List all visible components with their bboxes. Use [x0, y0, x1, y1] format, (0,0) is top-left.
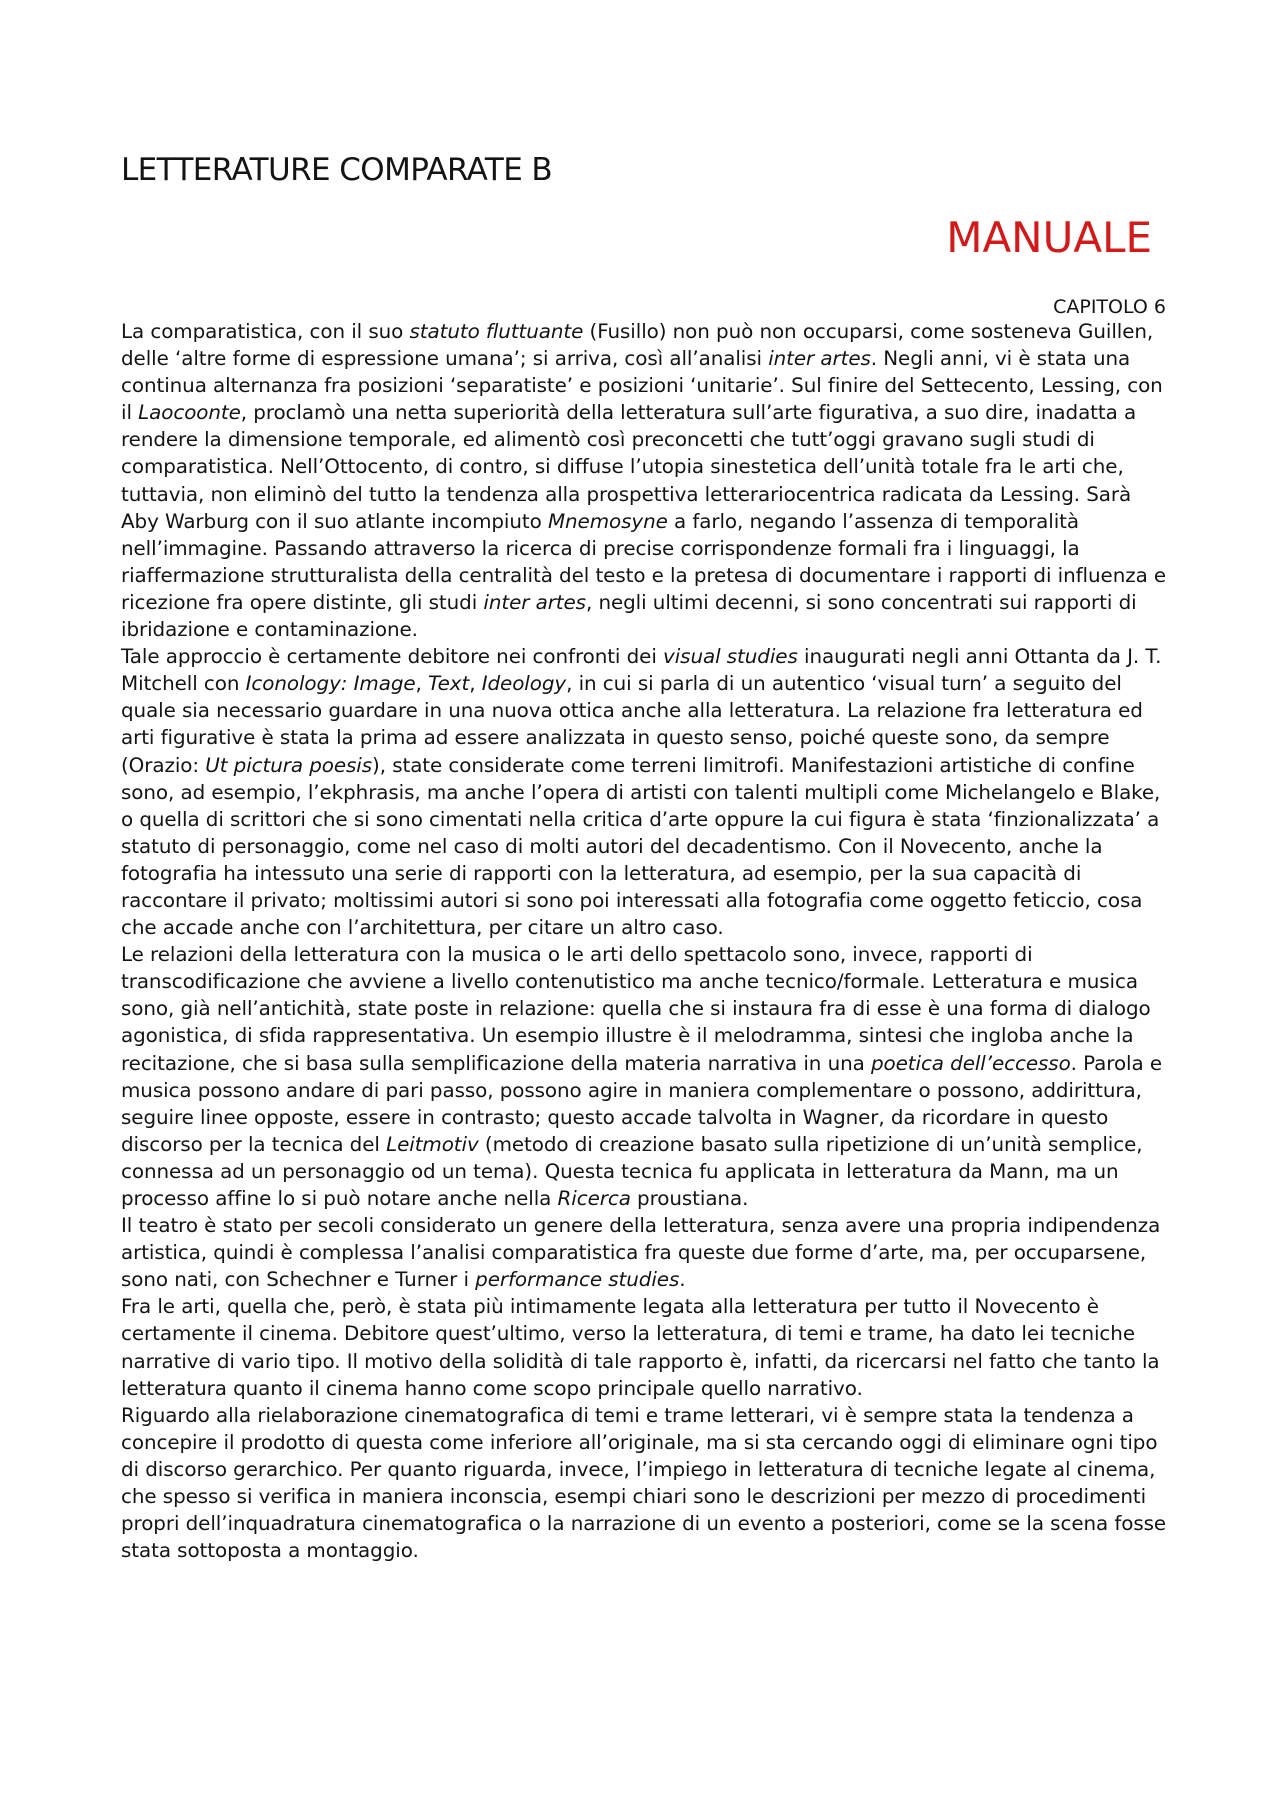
course-title: LETTERATURE COMPARATE B — [121, 152, 553, 188]
italic-term: inter artes — [768, 347, 871, 371]
italic-term: Text — [428, 672, 470, 696]
paragraph: Fra le arti, quella che, però, è stata più intimamente legata alla letteratura per tutto il Novecento è certamente il cinema. Debitore quest’ultimo, verso la letteratura, di temi e trame, ha dato lei tecniche narrative di vario tipo. Il motivo della solidità di tale rapporto è, infatti, da ricercarsi nel fatto che tanto la letteratura quanto il cinema hanno come scopo principale quello narrativo. — [121, 1295, 1160, 1400]
italic-term: Leitmotiv — [386, 1132, 479, 1156]
italic-term: inter artes — [483, 590, 586, 614]
paragraph: Il teatro è stato per secoli considerato un genere della letteratura, senza avere una propria indipendenza artistica, quindi è complessa l’analisi comparatistica fra queste due forme d’arte, ma, per occuparsene, sono nati, con Schechner e Turner i performance studies. — [121, 1214, 1161, 1292]
italic-term: Iconology: Image — [245, 672, 416, 696]
italic-term: Ut pictura poesis — [205, 753, 373, 777]
paragraph: Riguardo alla rielaborazione cinematografica di temi e trame letterari, vi è sempre stata la tendenza a concepire il prodotto di questa come inferiore all’originale, ma si sta cercando oggi di eliminare ogni tipo di discorso gerarchico. Per quanto riguarda, invece, l’impiego in letteratura di tecniche legate al cinema, che spesso si verifica in maniera inconscia, esempi chiari sono le descrizioni per mezzo di procedimenti propri dell’inquadratura cinematografica o la narrazione di un evento a posteriori, come se la scena fosse stata sottoposta a montaggio. — [121, 1403, 1167, 1563]
italic-term: poetica dell’eccesso — [870, 1051, 1071, 1075]
italic-term: performance studies — [475, 1268, 680, 1292]
paragraph: Tale approccio è certamente debitore nei confronti dei visual studies inaugurati negli anni Ottanta da J. T. Mitchell con Iconology: Image, Text, Ideology, in cui si parla di un autentico ‘visual turn’ a seguito del quale sia necessario guardare in una nuova ottica anche alla letteratura. La relazione fra letteratura ed arti figurative è stata la prima ad essere analizzata in questo senso, poiché queste sono, da sempre (Orazio: Ut pictura poesis), state considerate come terreni limitrofi. Manifestazioni artistiche di confine sono, ad esempio, l’ekphrasis, ma anche l’opera di artisti con talenti multipli come Michelangelo e Blake, o quella di scrittori che si sono cimentati nella critica d’arte oppure la cui figura è stata ‘finzionalizzata’ a statuto di personaggio, come nel caso di molti autori del decadentismo. Con il Novecento, anche la fotografia ha intessuto una serie di rapporti con la letteratura, ad esempio, per la sua capacità di raccontare il privato; moltissimi autori si sono poi interessati alla fotografia come oggetto feticcio, cosa che accade anche con l’architettura, per citare un altro caso. — [121, 645, 1162, 940]
paragraph: Le relazioni della letteratura con la musica o le arti dello spettacolo sono, invece, rapporti di transcodificazione che avviene a livello contenutistico ma anche tecnico/formale. Letteratura e musica sono, già nell’antichità, state poste in relazione: quella che si instaura fra di esse è una forma di dialogo agonistica, di sfida rappresentativa. Un esempio illustre è il melodramma, sintesi che ingloba anche la recitazione, che si basa sulla semplificazione della materia narrativa in una poetica dell’eccesso. Parola e musica possono andare di pari passo, possono agire in maniera complementare o possono, addirittura, seguire linee opposte, essere in contrasto; questo accade talvolta in Wagner, da ricordare in questo discorso per la tecnica del Leitmotiv (metodo di creazione basato sulla ripetizione di un’unità semplice, connessa ad un personaggio od un tema). Questa tecnica fu applicata in letteratura da Mann, ma un processo affine lo si può notare anche nella Ricerca proustiana. — [121, 943, 1162, 1210]
italic-term: Laocoonte — [138, 401, 241, 425]
paragraph: La comparatistica, con il suo statuto fluttuante (Fusillo) non può non occuparsi, come sosteneva Guillen, delle ‘altre forme di espressione umana’; si arriva, così all’analisi inter artes. Negli anni, vi è stata una continua alternanza fra posizioni ‘separatiste’ e posizioni ‘unitarie’. Sul finire del Settecento, Lessing, con il Laocoonte, proclamò una netta superiorità della letteratura sull’arte figurativa, a suo dire, inadatta a rendere la dimensione temporale, ed alimentò così preconcetti che tutt’oggi gravano sugli studi di comparatistica. Nell’Ottocento, di contro, si diffuse l’utopia sinestetica dell’unità totale fra le arti che, tuttavia, non eliminò del tutto la tendenza alla prospettiva letterariocentrica radicata da Lessing. Sarà Aby Warburg con il suo atlante incompiuto Mnemosyne a farlo, negando l’assenza di temporalità nell’immagine. Passando attraverso la ricerca di precise corrispondenze formali fra i linguaggi, la riaffermazione strutturalista della centralità del testo e la pretesa di documentare i rapporti di influenza e ricezione fra opere distinte, gli studi inter artes, negli ultimi decenni, si sono concentrati sui rapporti di ibridazione e contaminazione. — [121, 320, 1167, 642]
italic-term: Ricerca — [557, 1187, 631, 1210]
body-text — [121, 318, 1173, 1564]
italic-term: visual studies — [663, 645, 798, 669]
italic-term: Mnemosyne — [547, 509, 668, 533]
manual-title: MANUALE — [946, 213, 1152, 262]
italic-term: Ideology — [481, 672, 567, 696]
chapter-label: CAPITOLO 6 — [1053, 296, 1166, 318]
italic-term: statuto fluttuante — [409, 320, 584, 343]
